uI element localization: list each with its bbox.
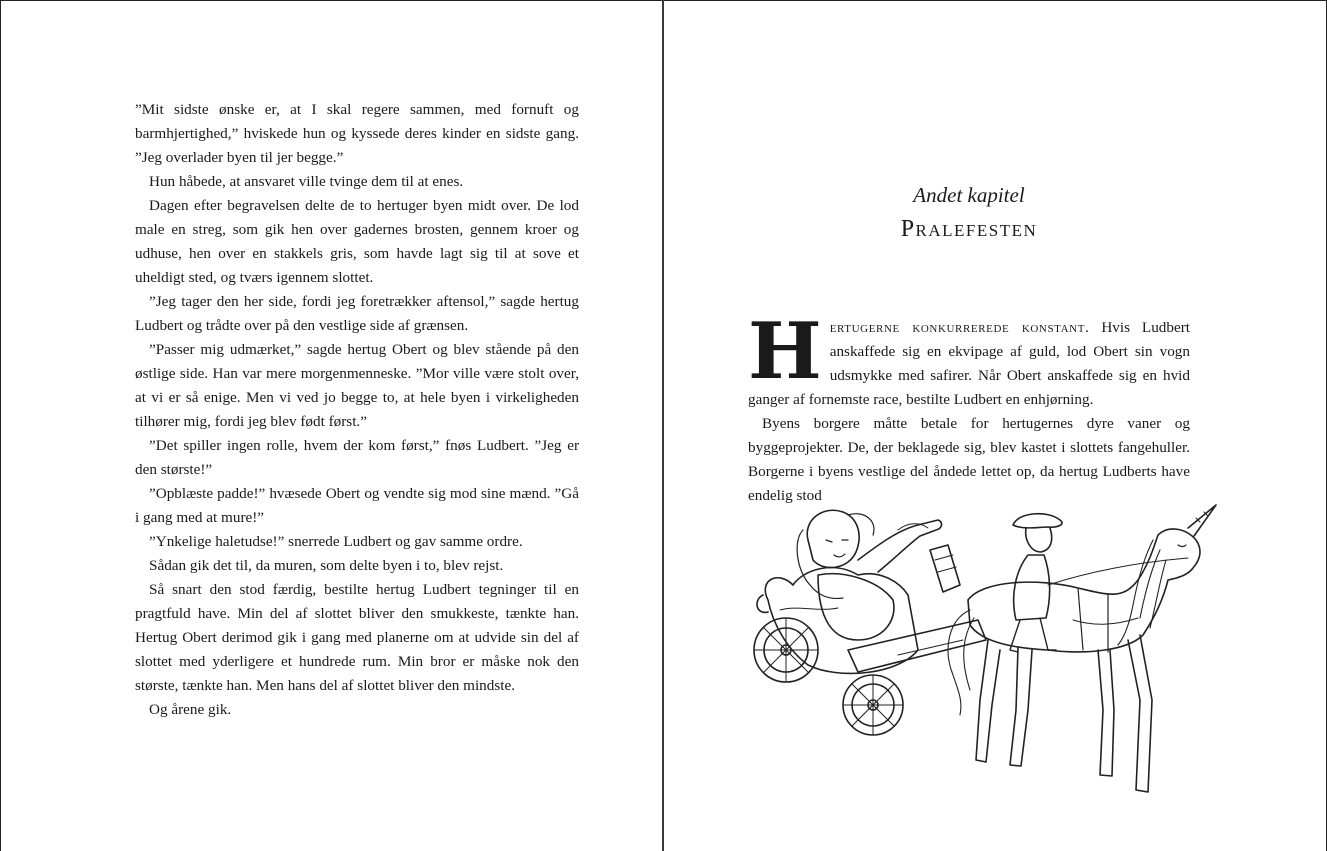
duke-body xyxy=(818,574,894,640)
driver-body xyxy=(1014,555,1050,620)
lead-in-small-caps: ertugerne konkurrerede konstant. xyxy=(829,319,1090,336)
carriage-body xyxy=(765,568,918,674)
paragraph: Sådan gik det til, da muren, som delte byen i to, blev rejst. xyxy=(149,557,504,574)
front-wheel xyxy=(843,675,903,735)
chapter-heading xyxy=(748,180,1190,246)
carriage-unicorn-illustration xyxy=(748,500,1218,805)
chapter-title: Pralefesten xyxy=(900,216,1038,242)
paragraph: Byens borgere måtte betale for hertugernes dyre vaner og byggeprojekter. De, der beklagede sig, blev kastet i slottets fangehuller. Borgerne i byens vestlige del åndede lettet op, da hertug Ludberts have endelig stod xyxy=(748,415,1190,504)
opening-paragraph xyxy=(748,306,1190,412)
paragraph: ”Passer mig udmærket,” sagde hertug Obert og blev stående på den østlige side. Han var mere morgenmenneske. ”Mor ville være stolt over, at vi er så enige. Men vi ved jo begge to, at hele byen i virkeligheden tilhører mig, fordi jeg blev født først.” xyxy=(135,341,579,430)
pointing-arm xyxy=(858,520,942,572)
paragraph: Dagen efter begravelsen delte de to hertuger byen midt over. De lod male en streg, som gik hen over gadernes brosten, gennem kroer og udhuse, hen over en stakkels gris, som havde lagt sig til at sove et uheldigt sted, og tværs igennem slottet. xyxy=(135,197,579,286)
paragraph: ”Jeg tager den her side, fordi jeg foretrækker aftensol,” sagde hertug Ludbert og trådte over på den vestlige side af grænsen. xyxy=(135,293,579,334)
right-page-text xyxy=(748,306,1190,508)
paragraph: Så snart den stod færdig, bestilte hertug Ludbert tegninger til en pragtfuld have. Min del af slottet bliver den smukkeste, tænkte han. Hertug Obert derimod gik i gang med planerne om at udvide sin del af slottet med yderligere et hundrede rum. Min bror er måske nok den største, tænkte han. Men hans del af slottet bliver den mindste. xyxy=(135,581,579,694)
paragraph: ”Opblæste padde!” hvæsede Obert og vendte sig mod sine mænd. ”Gå i gang med at mure!” xyxy=(135,485,579,526)
paragraph: ”Det spiller ingen rolle, hvem der kom først,” fnøs Ludbert. ”Jeg er den største!” xyxy=(135,437,579,478)
paragraph: Hun håbede, at ansvaret ville tvinge dem til at enes. xyxy=(149,173,464,190)
paragraph: Og årene gik. xyxy=(149,701,232,718)
driver-head xyxy=(1026,528,1052,552)
unicorn-mane xyxy=(1118,540,1166,645)
duke-head xyxy=(807,510,859,567)
unicorn-body xyxy=(968,529,1200,652)
driver-hat xyxy=(1013,514,1062,528)
chapter-label: Andet kapitel xyxy=(913,183,1025,207)
drop-cap: H xyxy=(748,306,822,397)
page-border-left xyxy=(0,0,1,851)
opening-text: Hvis Ludbert anskaffede sig en ekvipage af guld, lod Obert sin vogn udsmykke med safirer. Når Obert anskaffede sig en hvid ganger af fornemste race, bestilte Ludbert en enhjørning. xyxy=(748,319,1190,408)
rear-wheel xyxy=(754,618,818,682)
book-gutter-divider xyxy=(662,0,664,851)
unicorn-horn xyxy=(1188,505,1216,536)
unicorn-legs xyxy=(976,635,1152,792)
paragraph: ”Ynkelige haletudse!” snerrede Ludbert og gav samme ordre. xyxy=(149,533,523,550)
paragraph: ”Mit sidste ønske er, at I skal regere sammen, med fornuft og barmhjertighed,” hviskede hun og kyssede deres kinder en sidste gang. ”Jeg overlader byen til jer begge.” xyxy=(135,101,579,166)
left-page-text xyxy=(135,98,579,722)
